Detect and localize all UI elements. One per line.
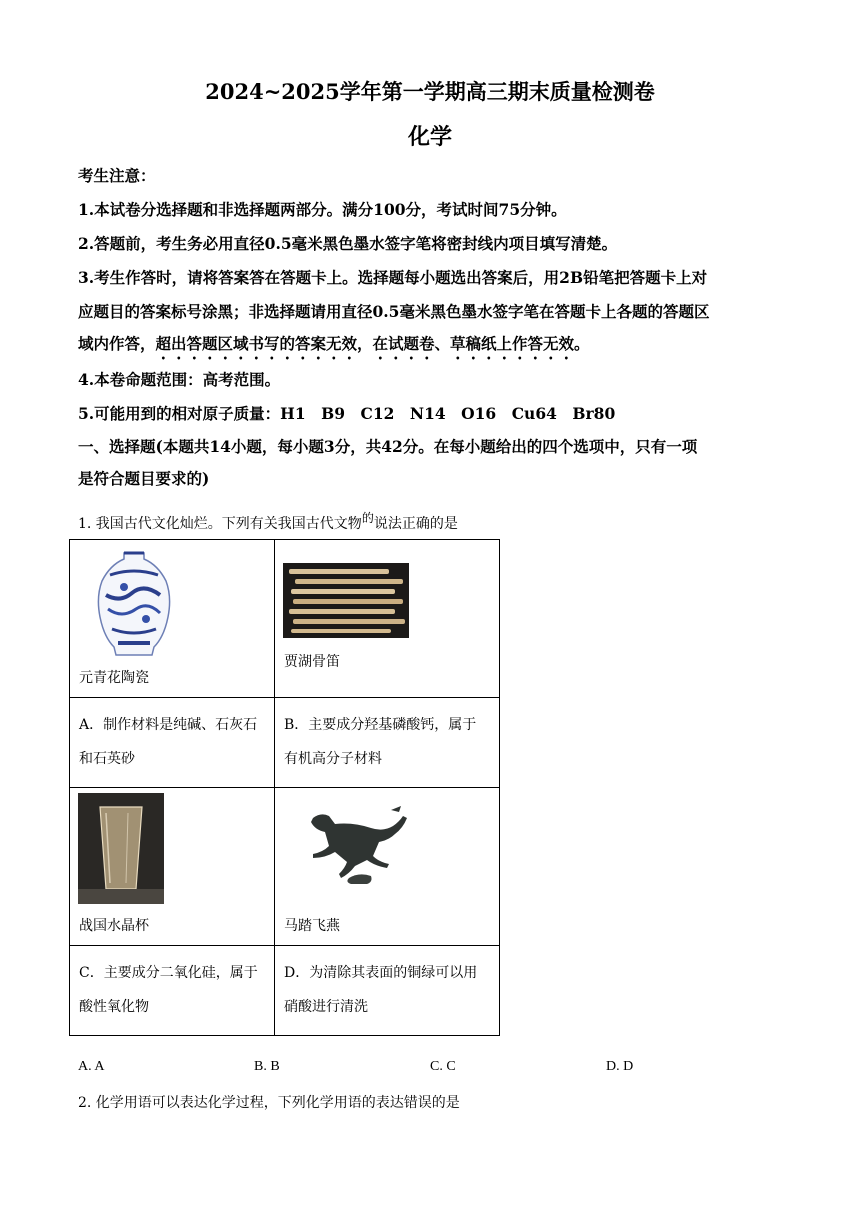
choice-b[interactable]: B. B	[254, 1059, 280, 1074]
caption-flying-horse: 马踏飞燕	[284, 918, 340, 934]
notice-item-3-line-3-end: 。	[574, 334, 590, 353]
notice-item-5: 5.可能用到的相对原子质量：H1 B9 C12 N14 O16 Cu64 Br80	[78, 404, 616, 423]
caption-crystal-cup: 战国水晶杯	[79, 918, 149, 934]
option-c: C．主要成分二氧化硅，属于酸性氧化物	[79, 965, 258, 1015]
question-1-table	[69, 539, 500, 1036]
notice-item-3-emphasis: 超出答题区域书写的答案无效，在试题卷、草稿纸上作答无效	[155, 334, 575, 353]
notice-heading: 考生注意：	[78, 166, 156, 185]
caption-yuan-porcelain: 元青花陶瓷	[79, 670, 149, 686]
section-heading-line-1: 一、选择题(本题共14小题，每小题3分，共42分。在每小题给出的四个选项中，只有一项	[78, 437, 698, 456]
blue-white-vase-image	[94, 547, 174, 657]
option-a: A．制作材料是纯碱、石灰石和石英砂	[79, 717, 258, 767]
artifact-cell-b	[275, 540, 499, 697]
caption-jiahu-flute: 贾湖骨笛	[284, 654, 340, 670]
question-2-stem: 2. 化学用语可以表达化学过程，下列化学用语的表达错误的是	[78, 1095, 460, 1111]
bronze-horse-image	[291, 804, 411, 896]
crystal-cup-image	[78, 793, 164, 904]
notice-item-1: 1.本试卷分选择题和非选择题两部分。满分100分，考试时间75分钟。	[78, 200, 567, 219]
choice-d[interactable]: D. D	[606, 1059, 634, 1074]
artifact-cell-d	[275, 788, 499, 945]
exam-title: 2024~2025学年第一学期高三期末质量检测卷	[205, 79, 655, 104]
artifact-cell-c	[70, 788, 274, 945]
notice-item-2: 2.答题前，考生务必用直径0.5毫米黑色墨水签字笔将密封线内项目填写清楚。	[78, 234, 618, 253]
question-1-stem-text: 1. 我国古代文化灿烂。下列有关我国古代文物	[78, 516, 362, 532]
notice-item-3-line-3-lead: 域内作答，	[78, 334, 156, 353]
section-heading-line-2: 是符合题目要求的)	[78, 469, 210, 488]
choice-c[interactable]: C. C	[430, 1059, 456, 1074]
notice-item-3-line-1: 3.考生作答时，请将答案答在答题卡上。选择题每小题选出答案后，用2B铅笔把答题卡上对	[78, 268, 708, 287]
choice-a[interactable]: A. A	[78, 1059, 105, 1074]
notice-item-3-line-2: 应题目的答案标号涂黑；非选择题请用直径0.5毫米黑色墨水签字笔在答题卡上各题的答题区	[78, 302, 710, 321]
artifact-cell-a	[70, 540, 274, 697]
bone-flutes-image	[283, 563, 409, 638]
question-1-stem-sup: 的	[361, 511, 374, 525]
option-b: B．主要成分羟基磷酸钙，属于有机高分子材料	[284, 717, 477, 767]
option-d: D．为清除其表面的铜绿可以用硝酸进行清洗	[284, 965, 478, 1015]
question-1-stem-tail: 说法正确的是	[373, 516, 458, 532]
question-1-stem	[78, 509, 790, 533]
notice-item-4: 4.本卷命题范围：高考范围。	[78, 370, 281, 389]
notice-item-3-line-3	[78, 332, 790, 363]
exam-subject: 化学	[407, 124, 452, 150]
